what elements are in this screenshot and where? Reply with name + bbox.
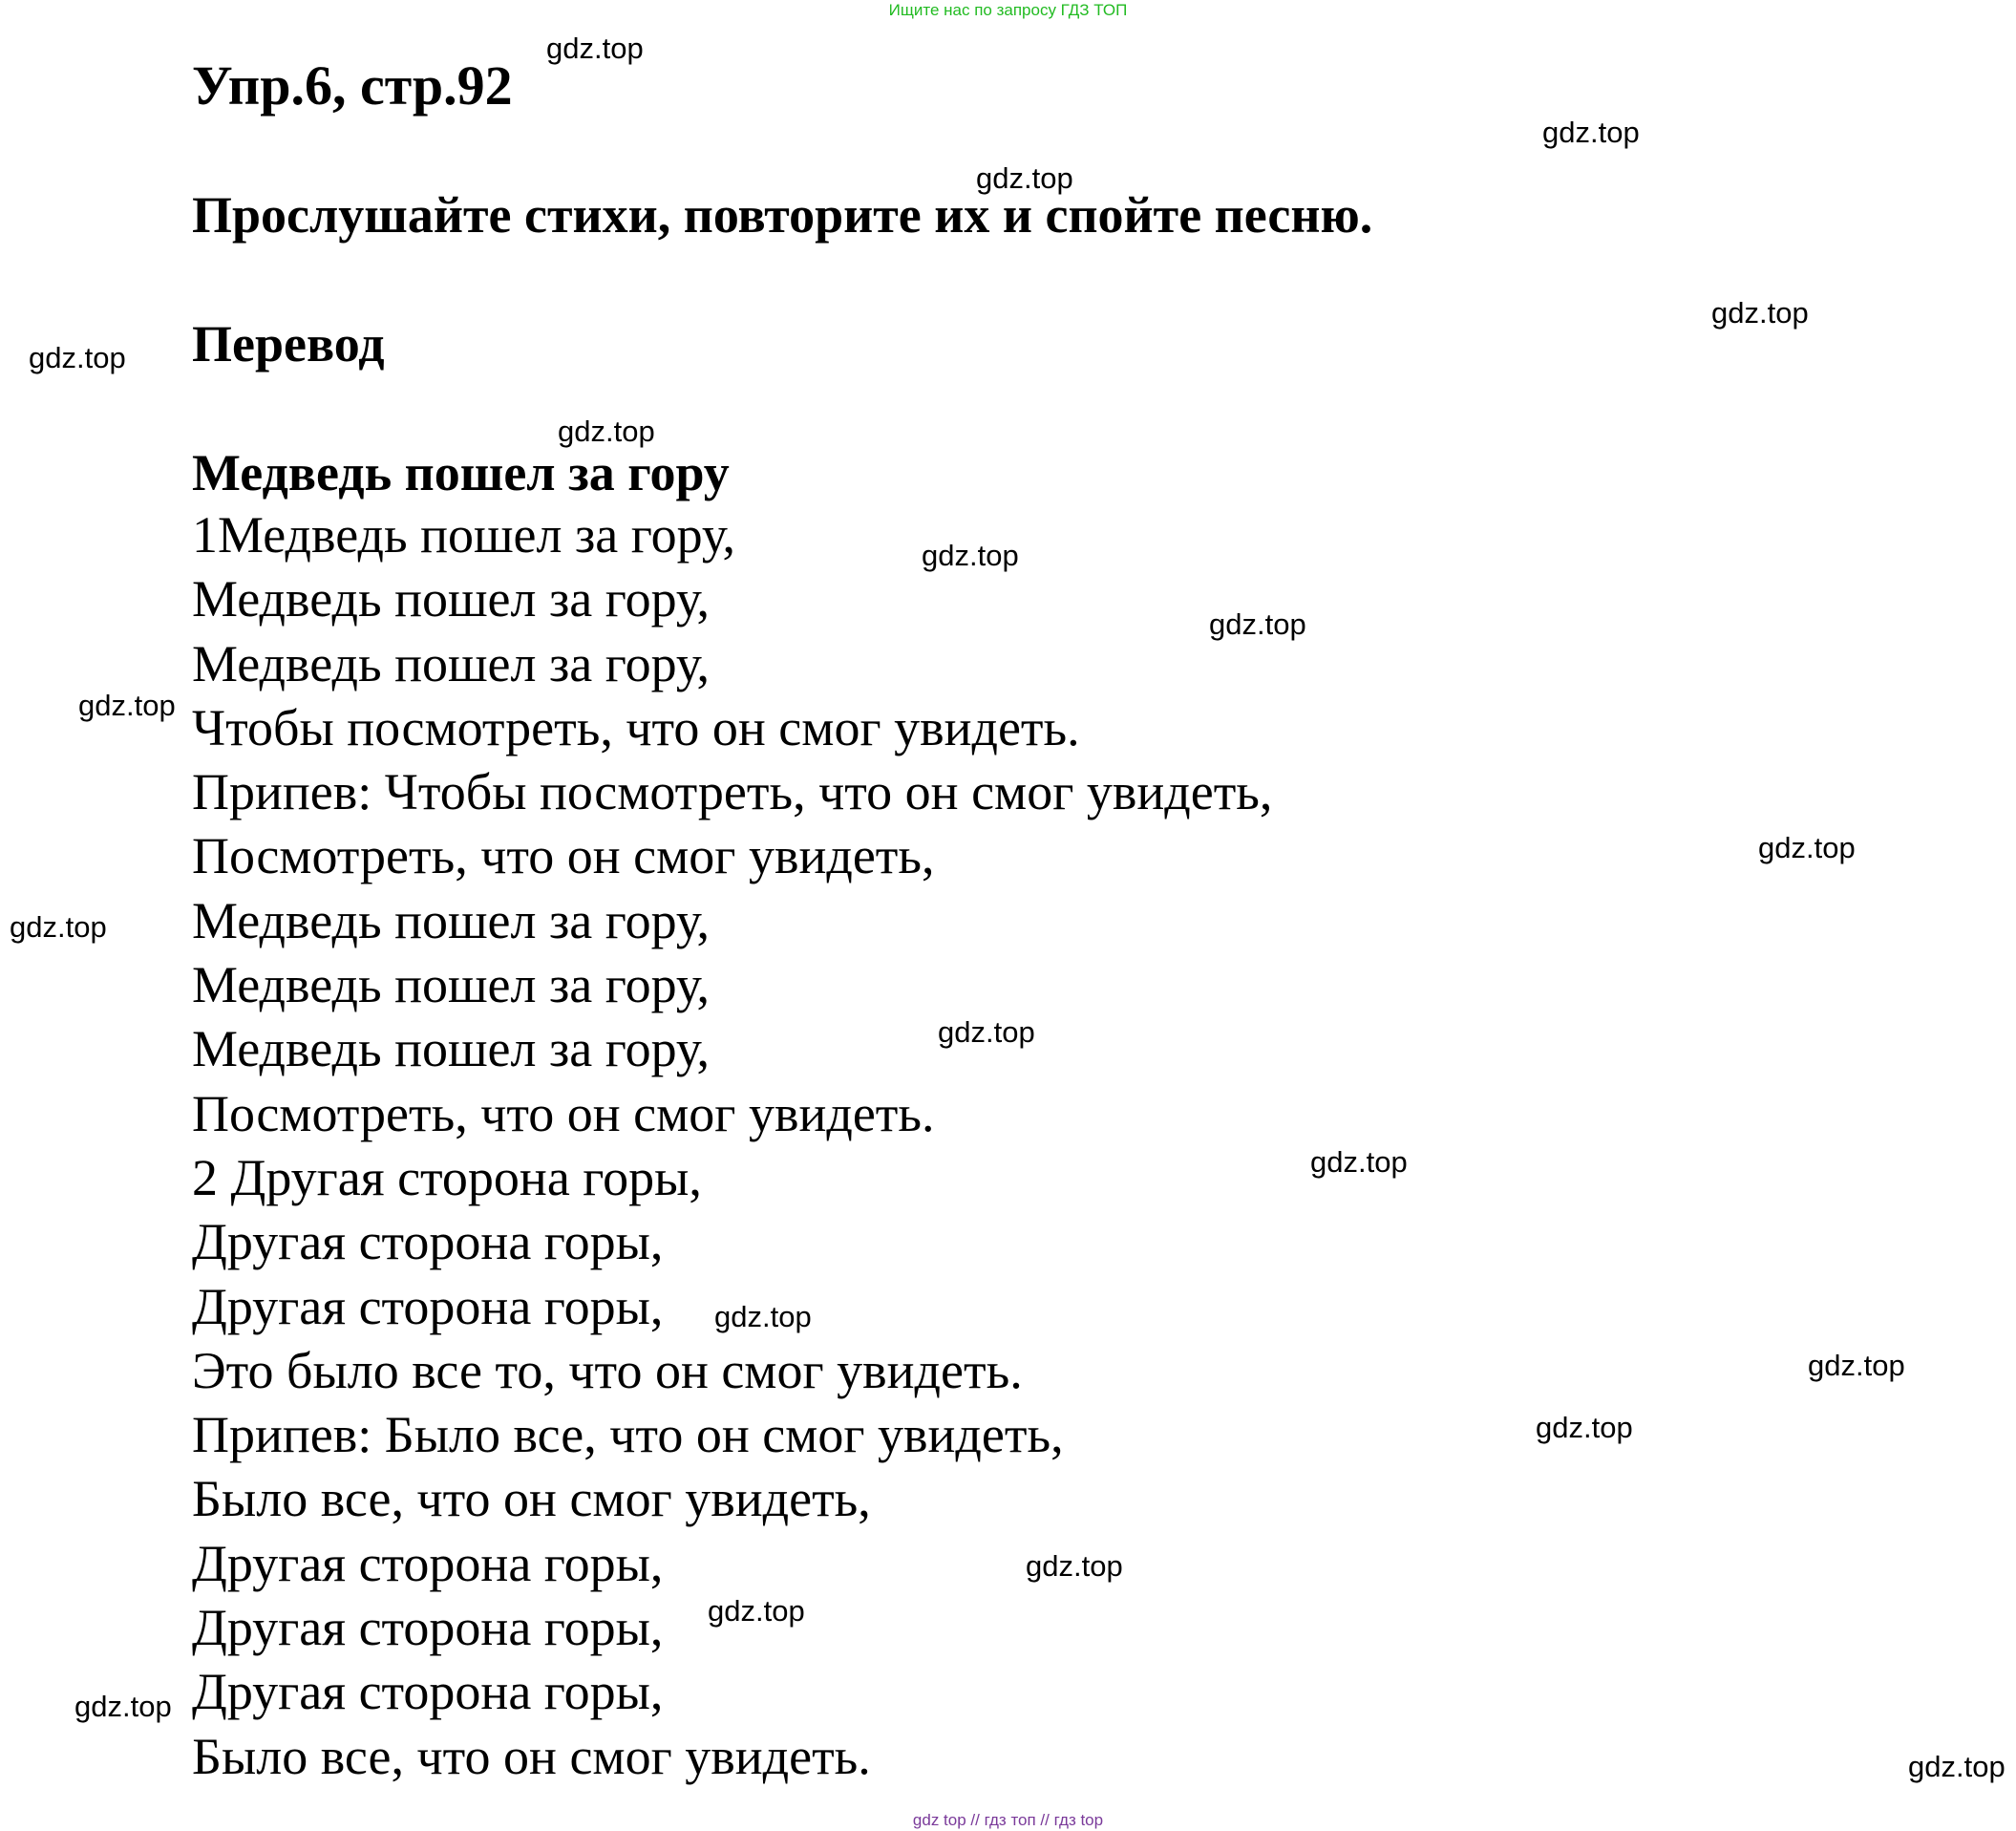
song-title: Медведь пошел за гору bbox=[192, 444, 730, 501]
header-watermark-note: Ищите нас по запросу ГДЗ ТОП bbox=[888, 1, 1128, 19]
watermark: gdz.top bbox=[922, 539, 1019, 572]
watermark: gdz.top bbox=[546, 32, 644, 65]
watermark: gdz.top bbox=[1542, 116, 1640, 149]
watermark: gdz.top bbox=[558, 415, 655, 448]
song-line: Это было все то, что он смог увидеть. bbox=[192, 1341, 1023, 1399]
watermark: gdz.top bbox=[1536, 1411, 1633, 1444]
watermark: gdz.top bbox=[976, 161, 1073, 195]
song-line: Медведь пошел за гору, bbox=[192, 891, 710, 949]
song-line: Другая сторона горы, bbox=[192, 1663, 664, 1721]
song-line: Чтобы посмотреть, что он смог увидеть. bbox=[192, 698, 1080, 756]
song-line: Медведь пошел за гору, bbox=[192, 570, 710, 628]
translation-heading: Перевод bbox=[192, 315, 385, 373]
song-line: Другая сторона горы, bbox=[192, 1213, 664, 1271]
song-line: Посмотреть, что он смог увидеть, bbox=[192, 827, 935, 885]
instruction-text: Прослушайте стихи, повторите их и спойте песню. bbox=[192, 186, 1373, 244]
song-line: Было все, что он смог увидеть, bbox=[192, 1470, 871, 1528]
watermark: gdz.top bbox=[1711, 296, 1809, 330]
song-line: Припев: Было все, что он смог увидеть, bbox=[192, 1406, 1064, 1464]
watermark: gdz.top bbox=[10, 910, 107, 944]
watermark: gdz.top bbox=[714, 1300, 812, 1333]
song-line: Медведь пошел за гору, bbox=[192, 956, 710, 1014]
watermark: gdz.top bbox=[1908, 1750, 2005, 1783]
watermark: gdz.top bbox=[1758, 831, 1856, 864]
watermark: gdz.top bbox=[29, 341, 126, 374]
watermark: gdz.top bbox=[708, 1594, 805, 1628]
song-line: Медведь пошел за гору, bbox=[192, 1020, 710, 1078]
song-line: Припев: Чтобы посмотреть, что он смог увидеть, bbox=[192, 763, 1273, 821]
watermark: gdz.top bbox=[1808, 1349, 1905, 1382]
watermark: gdz.top bbox=[74, 1690, 172, 1723]
song-line: Другая сторона горы, bbox=[192, 1599, 664, 1657]
song-line: Посмотреть, что он смог увидеть. bbox=[192, 1084, 935, 1142]
footer-watermark-note: gdz top // гдз топ // гдз top bbox=[912, 1811, 1104, 1829]
song-line: 2 Другая сторона горы, bbox=[192, 1148, 702, 1206]
watermark: gdz.top bbox=[1310, 1145, 1408, 1179]
song-line: 1Медведь пошел за гору, bbox=[192, 506, 735, 564]
song-line: Другая сторона горы, bbox=[192, 1534, 664, 1592]
watermark: gdz.top bbox=[78, 689, 176, 722]
song-line: Медведь пошел за гору, bbox=[192, 634, 710, 692]
watermark: gdz.top bbox=[1209, 607, 1306, 641]
song-line: Другая сторона горы, bbox=[192, 1277, 664, 1335]
watermark: gdz.top bbox=[938, 1015, 1035, 1049]
song-line: Было все, что он смог увидеть. bbox=[192, 1727, 871, 1785]
exercise-title: Упр.6, стр.92 bbox=[192, 54, 513, 117]
watermark: gdz.top bbox=[1026, 1549, 1123, 1583]
